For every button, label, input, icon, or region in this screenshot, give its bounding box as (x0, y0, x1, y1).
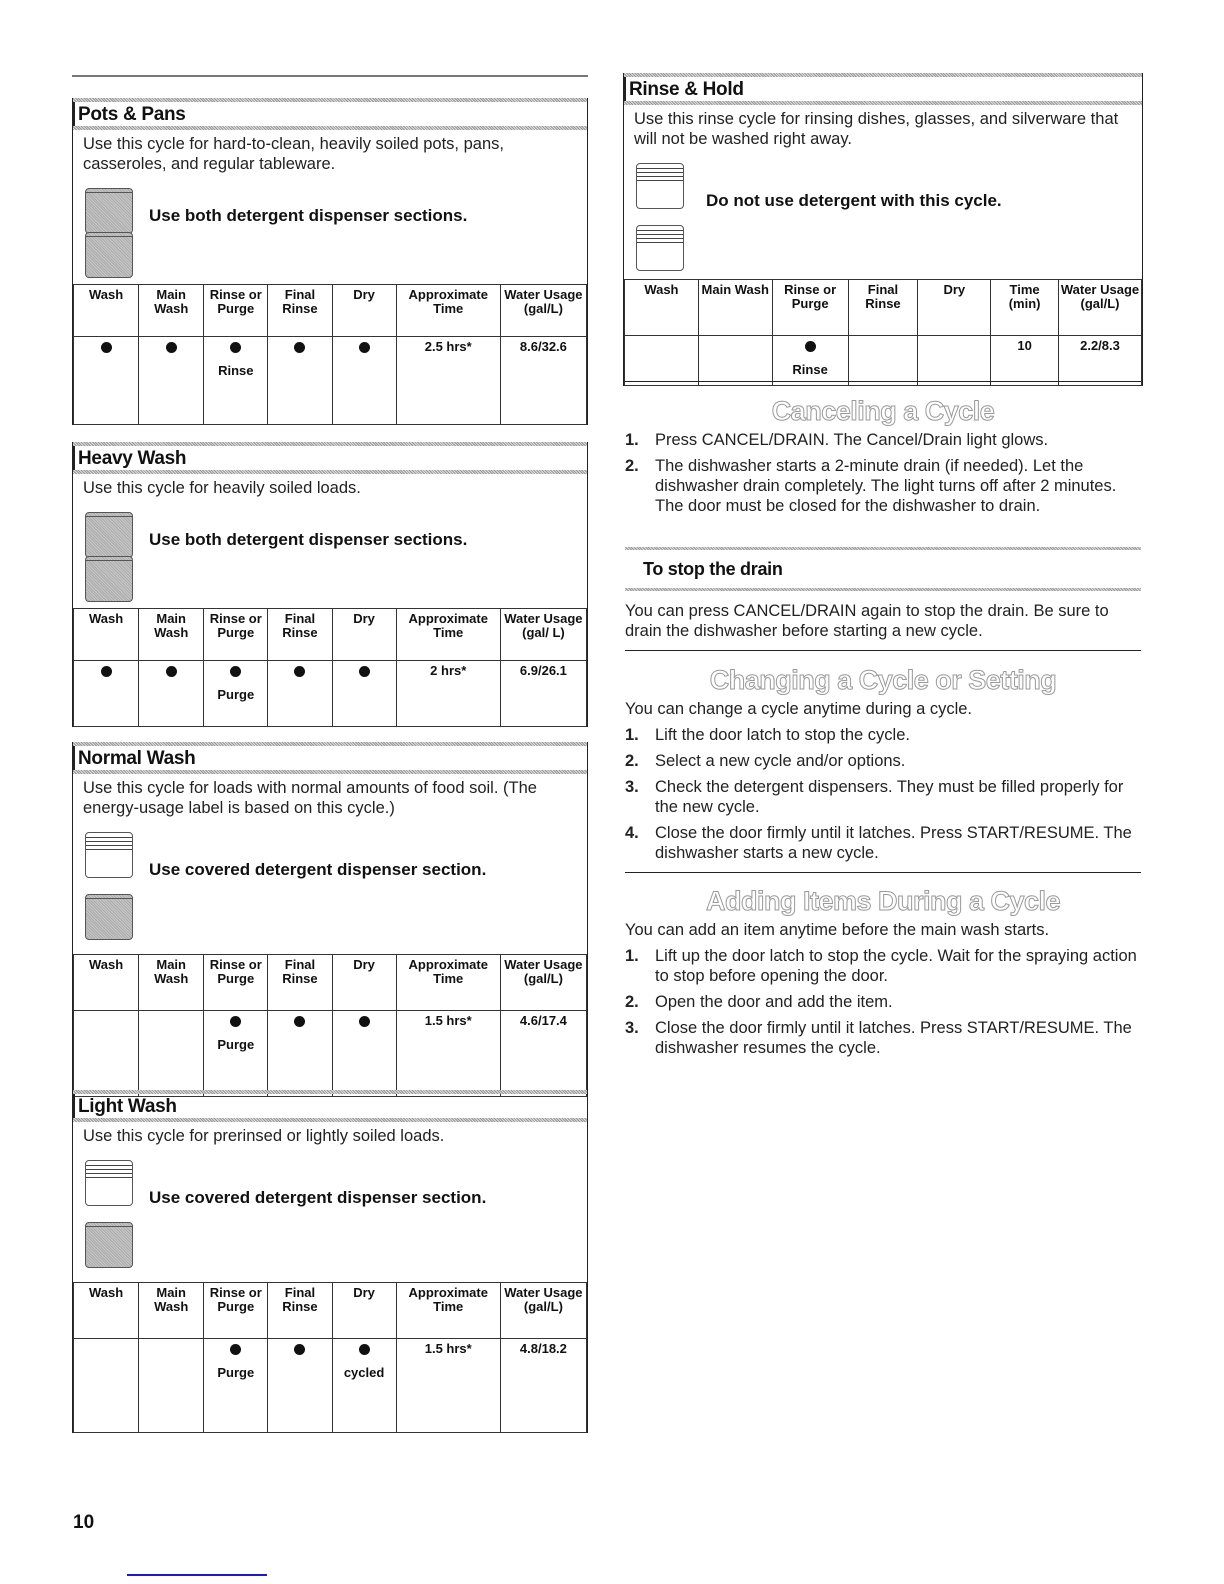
table-cell (396, 337, 500, 425)
bullet-dot-icon (294, 666, 305, 677)
table-cell (74, 1011, 139, 1097)
table-cell (139, 661, 204, 727)
cell-value: 4.8/18.2 (519, 1341, 567, 1356)
empty-dispenser-icon (636, 225, 684, 271)
bullet-dot-icon (359, 1344, 370, 1355)
table-row (74, 1339, 587, 1433)
column-header: Final Rinse (268, 1283, 332, 1339)
column-header: Final Rinse (848, 280, 918, 336)
column-header: Wash (74, 1283, 139, 1339)
filled-dispenser-icon (85, 894, 133, 940)
table-cell (396, 1011, 500, 1097)
bullet-dot-icon (359, 1016, 370, 1027)
column-header: Dry (332, 609, 396, 661)
stop-drain-text: You can press CANCEL/DRAIN again to stop the drain. Be sure to drain the dishwasher before starting a new cycle. (625, 602, 1109, 640)
cell-subtext: cycled (343, 1365, 385, 1380)
bullet-dot-icon (166, 342, 177, 353)
column-header: Main Wash (139, 285, 204, 337)
footer-link-underline[interactable] (127, 1574, 267, 1576)
cell-value: 6.9/26.1 (519, 663, 567, 678)
table-header-row (625, 280, 1142, 336)
table-cell (396, 661, 500, 727)
table-cell (268, 661, 332, 727)
column-header: Water Usage (gal/L) (500, 285, 586, 337)
dispenser-note: Use covered detergent dispenser section. (149, 1188, 487, 1207)
column-header: Dry (332, 955, 396, 1011)
bullet-dot-icon (294, 342, 305, 353)
bullet-dot-icon (294, 1344, 305, 1355)
column-header: Rinse or Purge (204, 609, 268, 661)
canceling-steps (625, 430, 1125, 522)
table-cell (268, 1011, 332, 1097)
dispenser-note: Use covered detergent dispenser section. (149, 860, 487, 879)
cell-value: 10 (1017, 338, 1032, 353)
column-header: Main Wash (139, 955, 204, 1011)
changing-steps (625, 725, 1141, 869)
adding-heading: Adding Items During a Cycle (705, 886, 1061, 916)
table-header-row (74, 955, 587, 1011)
filled-dispenser-icon (85, 232, 133, 278)
table-row (625, 336, 1142, 386)
cycle-title: Pots & Pans (73, 102, 587, 126)
column-header: Water Usage (gal/ L) (500, 609, 586, 661)
cycle-table (73, 608, 587, 727)
cell-subtext: Rinse (792, 362, 828, 377)
cycle-title: Normal Wash (73, 746, 587, 770)
cycle-table (73, 1282, 587, 1433)
column-header: Approximate Time (396, 955, 500, 1011)
table-cell (500, 1011, 586, 1097)
table-cell (139, 337, 204, 425)
subheading-rule-top (625, 547, 1141, 550)
cycle-table (73, 954, 587, 1097)
filled-dispenser-icon (85, 188, 133, 234)
table-cell (204, 337, 268, 425)
divider (625, 381, 1141, 382)
column-header: Approximate Time (396, 609, 500, 661)
bullet-dot-icon (230, 1016, 241, 1027)
changing-intro: You can change a cycle anytime during a cycle. (625, 700, 973, 718)
dispenser-row (73, 174, 587, 284)
cell-value: 8.6/32.6 (519, 339, 567, 354)
dispenser-note: Do not use detergent with this cycle. (706, 191, 1002, 210)
table-cell (500, 337, 586, 425)
subheading-rule-bottom (625, 588, 1141, 591)
cell-subtext: Rinse (218, 363, 254, 378)
cycle-table (73, 284, 587, 425)
column-header: Water Usage (gal/L) (500, 1283, 586, 1339)
table-cell (625, 336, 699, 386)
dispenser-row (624, 149, 1142, 279)
table-cell (74, 661, 139, 727)
adding-intro: You can add an item anytime before the main wash starts. (625, 921, 1050, 939)
dispenser-row (73, 818, 587, 954)
table-cell (139, 1339, 204, 1433)
list-item: 1. Press CANCEL/DRAIN. The Cancel/Drain light glows. (625, 431, 1049, 449)
filled-dispenser-icon (85, 556, 133, 602)
table-cell (204, 1339, 268, 1433)
table-cell (332, 1011, 396, 1097)
divider (625, 650, 1141, 651)
adding-steps (625, 946, 1141, 1064)
column-header: Rinse or Purge (772, 280, 848, 336)
cell-subtext: Purge (217, 1365, 255, 1380)
cell-value: 2 hrs* (430, 663, 467, 678)
canceling-heading: Canceling a Cycle (771, 396, 995, 426)
cell-subtext: Purge (217, 1037, 255, 1052)
stop-drain-subheading: To stop the drain (643, 559, 783, 579)
column-header: Main Wash (139, 1283, 204, 1339)
cycle-title: Rinse & Hold (624, 77, 1142, 101)
column-header: Dry (332, 1283, 396, 1339)
empty-dispenser-icon (85, 832, 133, 878)
empty-dispenser-icon (636, 163, 684, 209)
dispenser-row (73, 1146, 587, 1282)
changing-heading: Changing a Cycle or Setting (709, 665, 1057, 695)
table-cell (332, 337, 396, 425)
list-item: 2. Select a new cycle and/or options. (625, 752, 906, 770)
cell-value: 1.5 hrs* (424, 1013, 472, 1028)
column-header: Water Usage (gal/L) (500, 955, 586, 1011)
column-header: Wash (74, 955, 139, 1011)
list-item: 2. Open the door and add the item. (625, 993, 893, 1011)
table-cell (332, 1339, 396, 1433)
table-cell (396, 1339, 500, 1433)
cycle-description: Use this cycle for prerinsed or lightly soiled loads. (83, 1127, 445, 1145)
column-header: Main Wash (139, 609, 204, 661)
column-header: Approximate Time (396, 285, 500, 337)
table-row (74, 1011, 587, 1097)
dispenser-row (73, 498, 587, 608)
column-header: Wash (625, 280, 699, 336)
table-cell (74, 337, 139, 425)
cycle-description: Use this cycle for hard-to-clean, heavily soiled pots, pans, casseroles, and regular tableware. (83, 135, 504, 173)
cycle-title: Light Wash (73, 1094, 587, 1118)
filled-dispenser-icon (85, 512, 133, 558)
column-header: Final Rinse (268, 955, 332, 1011)
column-header: Water Usage (gal/L) (1058, 280, 1141, 336)
column-header: Wash (74, 285, 139, 337)
column-header: Rinse or Purge (204, 285, 268, 337)
bullet-dot-icon (101, 342, 112, 353)
bullet-dot-icon (805, 341, 816, 352)
table-cell (268, 337, 332, 425)
table-cell (1058, 336, 1141, 386)
table-cell (268, 1339, 332, 1433)
bullet-dot-icon (230, 1344, 241, 1355)
cell-value: 1.5 hrs* (424, 1341, 472, 1356)
list-item: 3. Check the detergent dispensers. They must be filled properly for the new cycle. (625, 778, 1124, 816)
bullet-dot-icon (230, 342, 241, 353)
table-cell (204, 661, 268, 727)
column-header: Rinse or Purge (204, 955, 268, 1011)
table-cell (139, 1011, 204, 1097)
bullet-dot-icon (166, 666, 177, 677)
cycle-title: Heavy Wash (73, 446, 587, 470)
table-cell (848, 336, 918, 386)
table-header-row (74, 1283, 587, 1339)
table-cell (991, 336, 1059, 386)
column-header: Final Rinse (268, 609, 332, 661)
column-header: Final Rinse (268, 285, 332, 337)
table-row (74, 661, 587, 727)
cycle-table (624, 279, 1142, 386)
bullet-dot-icon (359, 666, 370, 677)
cycle-normal-wash (72, 742, 588, 1097)
column-header: Rinse or Purge (204, 1283, 268, 1339)
cycle-description: Use this rinse cycle for rinsing dishes, glasses, and silverware that will not be washed right away. (634, 110, 1119, 148)
column-header: Dry (918, 280, 991, 336)
table-cell (698, 336, 772, 386)
column-header: Time (min) (991, 280, 1059, 336)
cycle-light-wash (72, 1090, 588, 1433)
column-header: Wash (74, 609, 139, 661)
cell-subtext: Purge (217, 687, 255, 702)
table-cell (918, 336, 991, 386)
cell-value: 2.2/8.3 (1080, 338, 1120, 353)
list-item: 3. Close the door firmly until it latches. Press START/RESUME. The dishwasher resumes the cycle. (625, 1019, 1132, 1057)
list-item: 1. Lift the door latch to stop the cycle. (625, 726, 910, 744)
cell-value: 4.6/17.4 (519, 1013, 567, 1028)
table-cell (74, 1339, 139, 1433)
cycle-pots-pans (72, 98, 588, 425)
table-header-row (74, 609, 587, 661)
bullet-dot-icon (359, 342, 370, 353)
cell-value: 2.5 hrs* (424, 339, 472, 354)
filled-dispenser-icon (85, 1222, 133, 1268)
column-header: Approximate Time (396, 1283, 500, 1339)
bullet-dot-icon (294, 1016, 305, 1027)
table-header-row (74, 285, 587, 337)
cycle-description: Use this cycle for loads with normal amounts of food soil. (The energy-usage label is based on this cycle.) (83, 779, 537, 817)
top-rule (72, 75, 588, 77)
list-item: 2. The dishwasher starts a 2-minute drain (if needed). Let the dishwasher drain completely. The light turns off after 2 minutes. The door must be closed for the dishwasher to drain. (625, 457, 1117, 515)
cycle-rinse-hold (623, 73, 1143, 386)
page-number: 10 (73, 1512, 95, 1533)
dispenser-note: Use both detergent dispenser sections. (149, 530, 468, 549)
bullet-dot-icon (101, 666, 112, 677)
empty-dispenser-icon (85, 1160, 133, 1206)
list-item: 4. Close the door firmly until it latches. Press START/RESUME. The dishwasher starts a new cycle. (625, 824, 1132, 862)
cycle-description: Use this cycle for heavily soiled loads. (83, 479, 361, 497)
dispenser-note: Use both detergent dispenser sections. (149, 206, 468, 225)
bullet-dot-icon (230, 666, 241, 677)
table-cell (204, 1011, 268, 1097)
table-cell (332, 661, 396, 727)
table-cell (500, 1339, 586, 1433)
divider (625, 872, 1141, 873)
table-row (74, 337, 587, 425)
cycle-heavy-wash (72, 442, 588, 727)
column-header: Dry (332, 285, 396, 337)
list-item: 1. Lift up the door latch to stop the cycle. Wait for the spraying action to stop before opening the door. (625, 947, 1137, 985)
column-header: Main Wash (698, 280, 772, 336)
table-cell (500, 661, 586, 727)
table-cell (772, 336, 848, 386)
